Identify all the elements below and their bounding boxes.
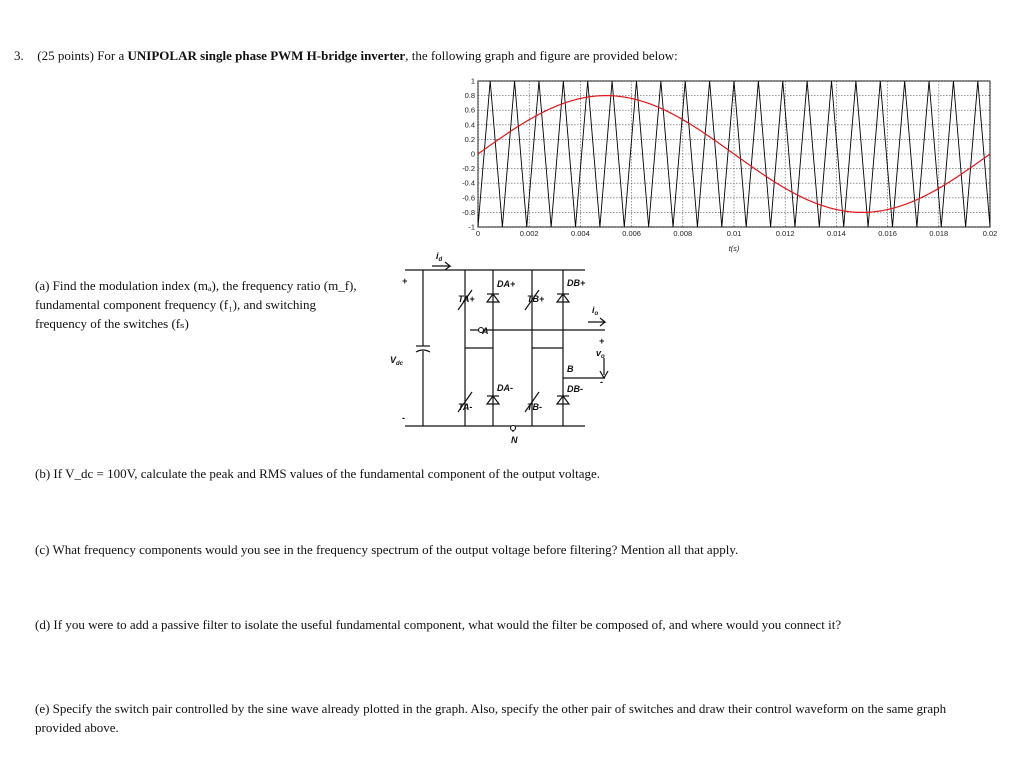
y-tick-label: -0.4 <box>462 178 475 188</box>
x-tick-label: 0.02 <box>982 229 998 238</box>
y-tick-label: 0.6 <box>464 105 475 115</box>
dc-plus-label: + <box>402 276 408 286</box>
io-label: $i_o$ <box>592 305 599 317</box>
dc-minus-label: - <box>402 413 405 423</box>
part-d: (d) If you were to add a passive filter to isolate the useful fundamental component, what would the filter be composed of, and where would you connect it? <box>35 617 842 632</box>
id-label: $i_d$ <box>436 251 443 263</box>
x-tick-label: 0.018 <box>929 229 949 238</box>
x-tick-label: 0 <box>475 229 481 238</box>
db-plus-label: DB+ <box>567 278 586 288</box>
y-tick-label: 0.4 <box>464 120 475 130</box>
part-c: (c) What frequency components would you see in the frequency spectrum of the output voltage before filtering? Mention all that apply. <box>35 542 739 557</box>
vdc-label: $V_{dc}$ <box>390 355 404 367</box>
da-plus-label: DA+ <box>497 279 516 289</box>
question-intro-rest: , the following graph and figure are provided below: <box>405 48 678 63</box>
ta-minus-label: TA- <box>458 402 473 412</box>
question-number: 3. <box>14 48 24 63</box>
node-n-dot <box>511 426 516 431</box>
y-tick-label: -0.6 <box>462 193 475 203</box>
tb-minus-label: TB- <box>527 402 542 412</box>
part-e: (e) Specify the switch pair controlled by the sine wave already plotted in the graph. Also, specify the other pair of switches and draw their control waveform on the same graph provided above. <box>35 701 947 735</box>
question-intro: (25 points) For a <box>37 48 128 63</box>
io-arrow-icon <box>588 318 605 326</box>
ta-plus-label: TA+ <box>458 294 475 304</box>
db-minus-label: DB- <box>567 384 583 394</box>
x-axis-label: t(s) <box>728 244 740 253</box>
x-tick-label: 0.01 <box>726 229 742 238</box>
x-tick-label: 0.008 <box>673 229 693 238</box>
question-topic: UNIPOLAR single phase PWM H-bridge inverter <box>127 48 406 63</box>
x-tick-label: 0.014 <box>827 229 846 238</box>
node-b-label: B <box>567 364 574 374</box>
tb-plus-label: TB+ <box>527 294 545 304</box>
x-tick-label: 0.006 <box>622 229 641 238</box>
y-tick-label: -0.8 <box>462 207 475 217</box>
y-tick-label: -0.2 <box>462 164 475 174</box>
id-arrow-icon <box>432 262 450 270</box>
x-tick-label: 0.012 <box>775 229 795 238</box>
part-b: (b) If V_dc = 100V, calculate the peak and RMS values of the fundamental component of the output voltage. <box>35 466 600 481</box>
vo-plus-label: + <box>599 336 605 346</box>
x-tick-label: 0.004 <box>571 229 590 238</box>
x-tick-label: 0.016 <box>878 229 897 238</box>
part-a: (a) Find the modulation index (mₐ), the frequency ratio (m_f), fundamental component frequency (f₁), and switching frequency of the switches (fₛ) <box>35 278 357 331</box>
y-tick-label: 0.2 <box>464 134 475 144</box>
y-tick-label: -1 <box>468 222 475 232</box>
y-tick-label: 0.8 <box>464 91 475 101</box>
vo-minus-label: - <box>600 377 603 387</box>
node-a-label: A <box>482 326 489 336</box>
vo-label: $v_o$ <box>596 348 605 360</box>
node-n-label: N <box>511 435 518 445</box>
y-tick-label: 1 <box>470 76 475 86</box>
y-tick-label: 0 <box>470 149 475 159</box>
da-minus-label: DA- <box>497 383 513 393</box>
x-tick-label: 0.002 <box>519 229 539 238</box>
